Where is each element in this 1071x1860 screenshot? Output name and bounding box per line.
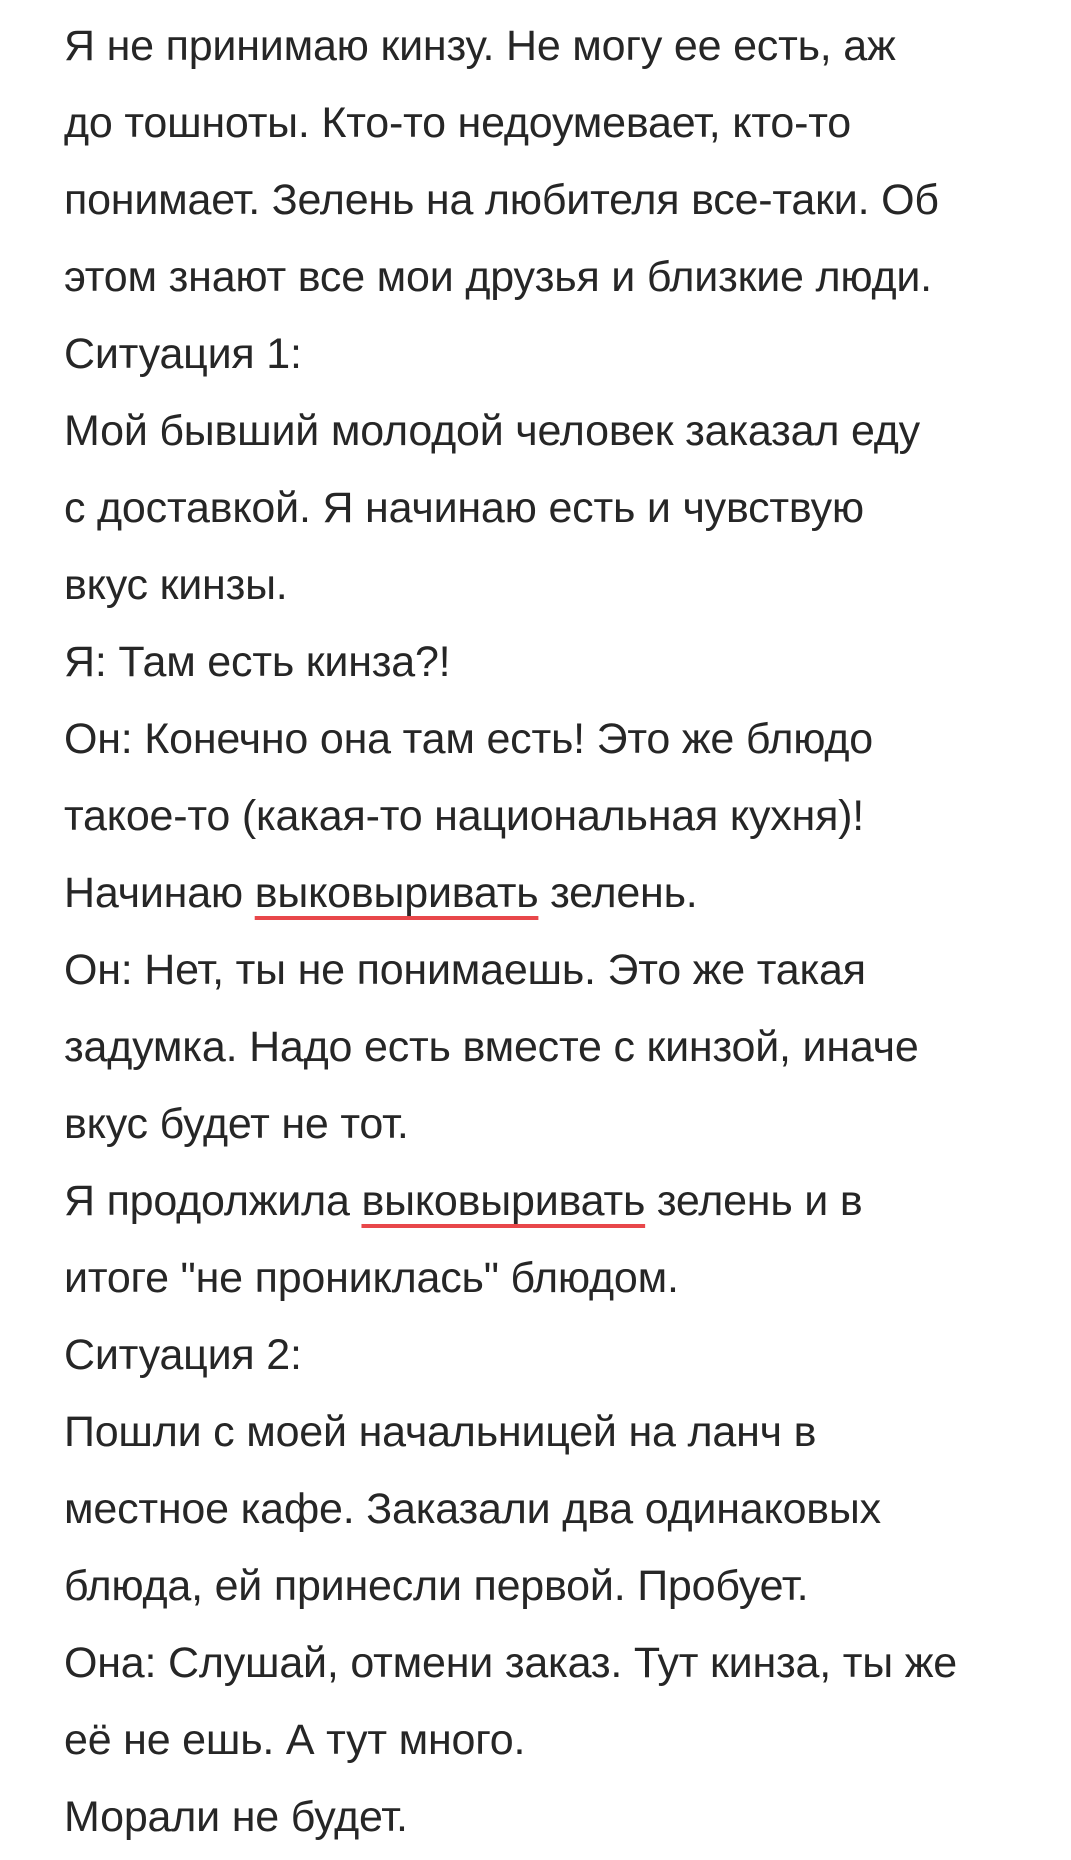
text-line: Я не принимаю кинзу. Не могу ее есть, аж <box>64 22 896 70</box>
text-line: понимает. Зелень на любителя все-таки. Об <box>64 176 939 224</box>
paragraph-he-answer-2 <box>64 932 1024 1163</box>
text-line: Морали не будет. <box>64 1793 408 1841</box>
dialogue-line: Я: Там есть кинза?! <box>64 638 451 686</box>
paragraph-situation-2-text <box>64 1394 1024 1625</box>
paragraph-continued-picking <box>64 1163 1024 1317</box>
text-segment: Я продолжила <box>64 1177 362 1225</box>
text-line <box>64 1163 1024 1240</box>
paragraph-situation-1-heading <box>64 316 1024 393</box>
story-text <box>64 8 1024 1856</box>
situation-heading: Ситуация 1: <box>64 330 302 378</box>
text-line: её не ешь. А тут много. <box>64 1716 526 1764</box>
dialogue-line: Он: Нет, ты не понимаешь. Это же такая <box>64 946 866 994</box>
text-line: итоге "не прониклась" блюдом. <box>64 1254 679 1302</box>
paragraph-start-picking <box>64 855 1024 932</box>
paragraph-she-says <box>64 1625 1024 1779</box>
text-line <box>64 855 1024 932</box>
paragraph-no-moral <box>64 1779 1024 1856</box>
paragraph-me-question <box>64 624 1024 701</box>
text-line: вкус будет не тот. <box>64 1100 409 1148</box>
text-line: с доставкой. Я начинаю есть и чувствую <box>64 484 864 532</box>
text-segment: Начинаю <box>64 869 255 917</box>
dialogue-line: Она: Слушай, отмени заказ. Тут кинза, ты же <box>64 1639 957 1687</box>
spellcheck-flagged-word[interactable]: выковыривать <box>254 869 539 917</box>
situation-heading: Ситуация 2: <box>64 1331 302 1379</box>
text-line: вкус кинзы. <box>64 561 288 609</box>
paragraph-situation-2-heading <box>64 1317 1024 1394</box>
text-line: этом знают все мои друзья и близкие люди. <box>64 253 932 301</box>
text-line: задумка. Надо есть вместе с кинзой, иначе <box>64 1023 919 1071</box>
text-line: блюда, ей принесли первой. Пробует. <box>64 1562 809 1610</box>
dialogue-line: Он: Конечно она там есть! Это же блюдо <box>64 715 873 763</box>
paragraph-he-answer-1 <box>64 701 1024 855</box>
text-line: до тошноты. Кто-то недоумевает, кто-то <box>64 99 851 147</box>
text-line: местное кафе. Заказали два одинаковых <box>64 1485 881 1533</box>
text-segment: зелень. <box>538 869 698 917</box>
paragraph-intro <box>64 8 1024 316</box>
text-segment: зелень и в <box>645 1177 863 1225</box>
spellcheck-flagged-word[interactable]: выковыривать <box>361 1177 646 1225</box>
text-line: Пошли с моей начальницей на ланч в <box>64 1408 817 1456</box>
text-line: такое-то (какая-то национальная кухня)! <box>64 792 865 840</box>
paragraph-situation-1-text <box>64 393 1024 624</box>
text-line: Мой бывший молодой человек заказал еду <box>64 407 920 455</box>
